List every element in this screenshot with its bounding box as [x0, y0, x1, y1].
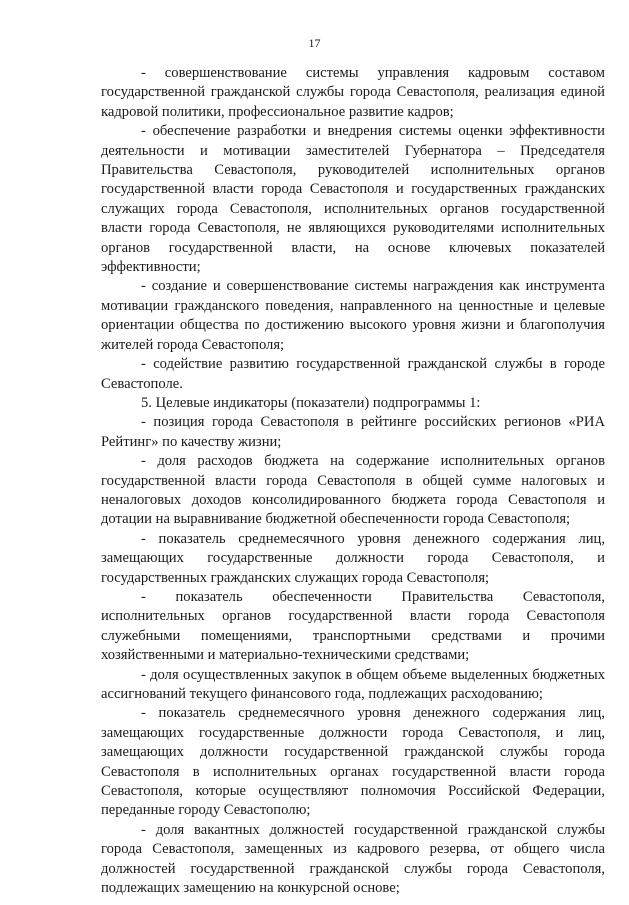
indicator-federal-powers-salary: - показатель среднемесячного уровня денежного содержания лиц, замещающих государственные должности города Севастополя, и лиц, замещающих должности государственной гражданской службы города Севастополя в исполнительных органах государственной власти города Севастополя, которые осуществляют полномочия Российской Федерации, переданные городу Севастополю; [101, 705, 605, 819]
document-body [101, 64, 605, 898]
indicator-quality-of-life-rating: - позиция города Севастополя в рейтинге российских регионов «РИА Рейтинг» по качеству жизни; [101, 414, 605, 450]
indicator-procurement-share: - доля осуществленных закупок в общем объеме выделенных бюджетных ассигнований текущего финансового года, подлежащих расходованию; [101, 666, 605, 702]
paragraph-award-system: - создание и совершенствование системы награждения как инструмента мотивации гражданского поведения, направленного на ценностные и целевые ориентации общества по достижению высокого уровня жизни и благополучия жителей города Севастополя; [101, 278, 605, 353]
indicator-budget-expenditure-share: - доля расходов бюджета на содержание исполнительных органов государственной власти города Севастополя в общей сумме налоговых и неналоговых доходов консолидированного бюджета города Севастополя и дотации на выравнивание бюджетной обеспеченности города Севастополя; [101, 453, 605, 528]
section-heading-target-indicators: 5. Целевые индикаторы (показатели) подпрограммы 1: [141, 394, 481, 411]
paragraph-civil-service-support: - содействие развитию государственной гражданской службы в городе Севастополе. [101, 356, 605, 392]
page-number: 17 [308, 36, 321, 50]
paragraph-personnel-management: - совершенствование системы управления кадровым составом государственной гражданской службы города Севастополя, реализация единой кадровой политики, профессиональное развитие кадров; [101, 65, 605, 120]
indicator-personnel-reserve-share: - доля вакантных должностей государственной гражданской службы города Севастополя, замещенных из кадрового резерва, от общего числа должностей государственной гражданской службы города Севастополя, подлежащих замещению на конкурсной основе; [101, 821, 605, 897]
indicator-provision-of-premises: - показатель обеспеченности Правительства Севастополя, исполнительных органов государственной власти города Севастополя служебными помещениями, транспортными средствами и прочими хозяйственными и материально-техническими средствами; [101, 588, 605, 664]
indicator-average-salary: - показатель среднемесячного уровня денежного содержания лиц, замещающих государственные должности города Севастополя, и государственных гражданских служащих города Севастополя; [101, 530, 605, 586]
paragraph-efficiency-evaluation: - обеспечение разработки и внедрения системы оценки эффективности деятельности и мотивации заместителей Губернатора – Председателя Правительства Севастополя, руководителей исполнительных органов государственной власти города Севастополя и государственных гражданских служащих города Севастополя, исполнительных органов государственной власти города Севастополя, не являющихся руководителями исполнительных органов государственной власти, на основе ключевых показателей эффективности; [101, 123, 605, 276]
